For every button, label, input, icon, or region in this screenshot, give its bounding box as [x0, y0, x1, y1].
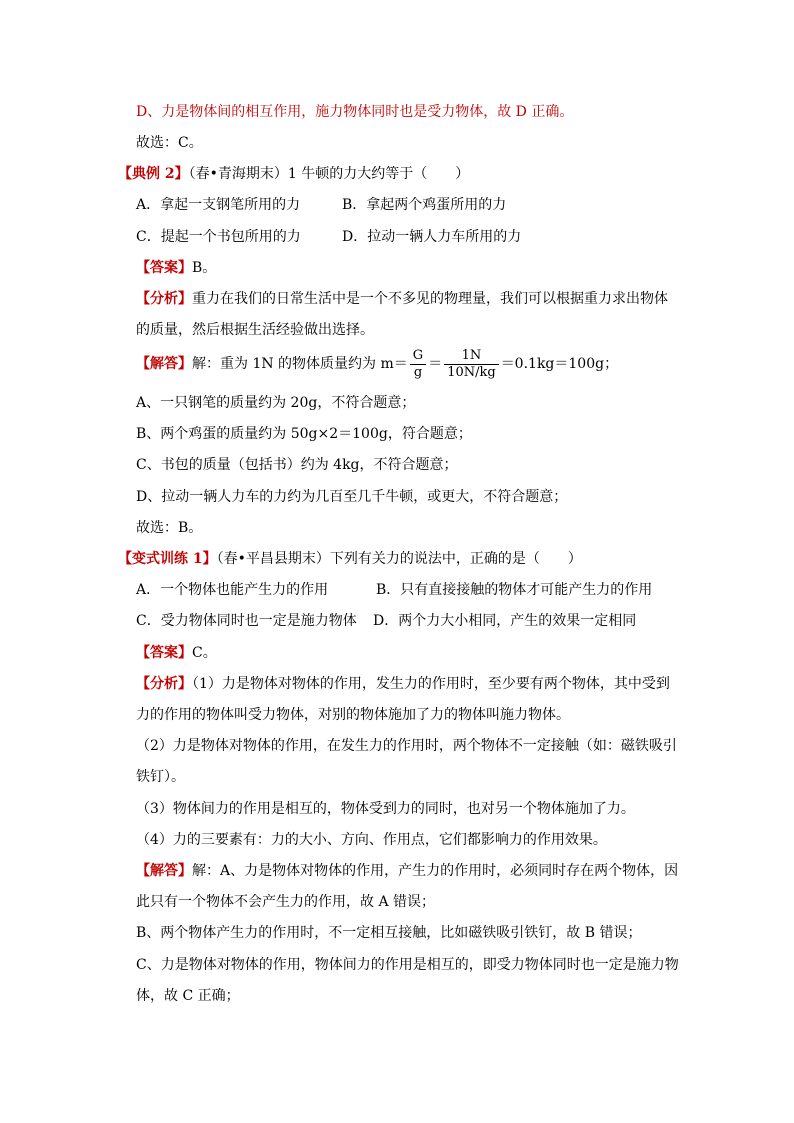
solution-2-d: D、拉动一辆人力车的力约为几百至几千牛顿，或更大，不符合题意；	[136, 489, 568, 505]
option-d: D．拉动一辆人力车所用的力	[342, 229, 522, 245]
solution-2-a: A、一只钢笔的质量约为 20g，不符合题意；	[136, 395, 416, 411]
selection-line: 故选：C。	[136, 135, 203, 151]
analysis-3-line5: （3）物体间力的作用是相互的，物体受到力的同时，也对另一个物体施加了力。	[136, 801, 635, 817]
analysis-3-line2: 力的作用的物体叫受力物体，对别的物体施加了力的物体叫施力物体。	[136, 707, 570, 723]
option-c: C．受力物体同时也一定是施力物体	[136, 613, 357, 629]
solution-3-line5: 体，故 C 正确；	[136, 988, 240, 1004]
solution-3-line1: 【解答】解：A、力是物体对物体的作用，产生力的作用时，必须同时存在两个物体，因	[136, 863, 679, 879]
solution-2-b: B、两个鸡蛋的质量约为 50g×2＝100g，符合题意；	[136, 426, 472, 442]
analysis-3-line1: 【分析】（1）力是物体对物体的作用，发生力的作用时，至少要有两个物体，其中受到	[136, 676, 670, 692]
variant-1-tag: 【变式训练 1】	[118, 551, 217, 567]
answer-3: 【答案】C。	[136, 645, 217, 661]
answer-2: 【答案】B。	[136, 260, 217, 276]
solution-2-c: C、书包的质量（包括书）约为 4kg，不符合题意；	[136, 457, 458, 473]
option-b: B．拿起两个鸡蛋所用的力	[342, 197, 507, 213]
example-2-tag: 【典例 2】	[118, 166, 189, 182]
option-a: A．一个物体也能产生力的作用	[136, 582, 329, 598]
solution-3-line3: B、两个物体产生力的作用时，不一定相互接触，比如磁铁吸引铁钉，故 B 错误；	[136, 925, 642, 941]
example-2-options-cd	[136, 227, 522, 247]
analysis-3-line4: 铁钉）。	[136, 769, 185, 785]
solution-3-line4: C、力是物体对物体的作用，物体间力的作用是相互的，即受力物体同时也一定是施力物	[136, 957, 679, 973]
option-a: A．拿起一支钢笔所用的力	[136, 197, 301, 213]
analysis-3-line6: （4）力的三要素有：力的大小、方向、作用点，它们都影响力的作用效果。	[136, 832, 607, 848]
fraction-g-over-g: $\frac{G}{g}$	[410, 348, 426, 381]
answer-line-d: D、力是物体间的相互作用，施力物体同时也是受力物体，故 D 正确。	[136, 104, 574, 120]
analysis-2-line1: 【分析】重力在我们的日常生活中是一个不多见的物理量，我们可以根据重力求出物体	[136, 291, 668, 307]
analysis-2-line2: 的质量，然后根据生活经验做出选择。	[136, 322, 374, 338]
variant-1-options-cd	[136, 611, 637, 631]
option-d: D．两个力大小相同，产生的效果一定相同	[373, 613, 637, 629]
variant-1-title: 【变式训练 1】（春•平昌县期末）下列有关力的说法中，正确的是（ ）	[118, 551, 582, 567]
selection-2: 故选：B。	[136, 520, 203, 536]
solution-2-equation: 【解答】解：重为 1N 的物体质量约为 m＝ $\frac{G}{g}$ ＝ $\frac{1N}{10N/kg}$ ＝0.1kg＝100g；	[136, 347, 619, 380]
solution-3-line2: 此只有一个物体不会产生力的作用，故 A 错误；	[136, 894, 436, 910]
example-2-title: 【典例 2】（春•青海期末）1 牛顿的力大约等于（ ）	[118, 166, 470, 182]
variant-1-options-ab	[136, 580, 653, 600]
example-2-options-ab	[136, 195, 507, 215]
option-b: B．只有直接接触的物体才可能产生力的作用	[376, 582, 653, 598]
fraction-1n-over-10nkg: $\frac{1N}{10N/kg}$	[444, 348, 499, 381]
option-c: C．提起一个书包所用的力	[136, 229, 301, 245]
analysis-3-line3: （2）力是物体对物体的作用，在发生力的作用时，两个物体不一定接触（如：磁铁吸引	[136, 738, 677, 754]
